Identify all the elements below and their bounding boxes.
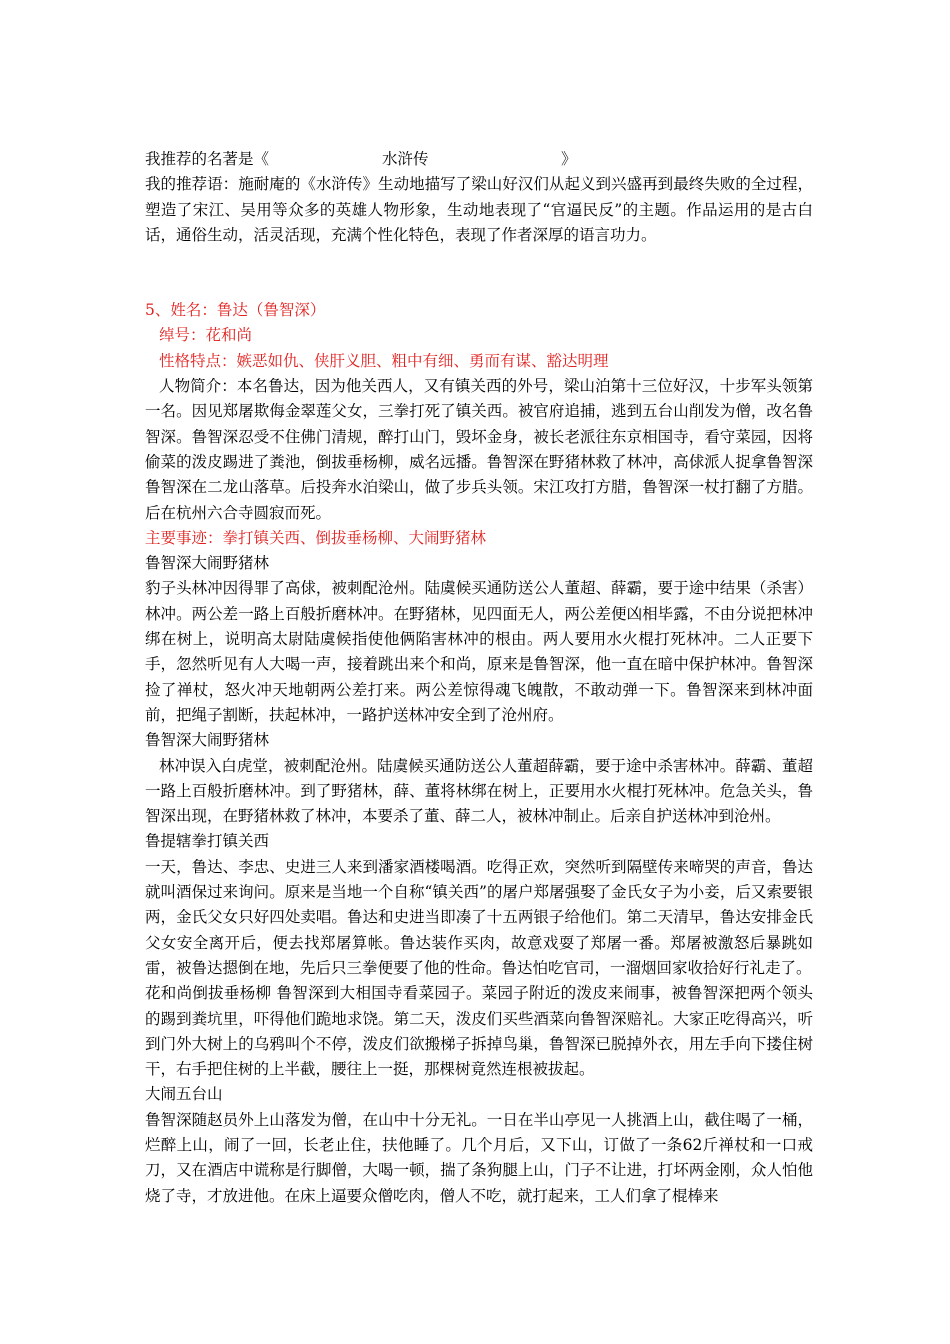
story-title: 鲁智深大闹野猪林 bbox=[145, 731, 270, 750]
profile-nickname: 绰号：花和尚 bbox=[159, 326, 253, 345]
document-page bbox=[145, 147, 813, 1209]
profile-name: 5、姓名：鲁达（鲁智深） bbox=[145, 301, 326, 320]
story-text: 林冲误入白虎堂，被刺配沧州。陆虞候买通防送公人董超薛霸，要于途中杀害林冲。薛霸、董超一路上百般折磨林冲。到了野猪林，薛、董将林绑在树上，正要用水火棍打死林冲。危急关头，鲁智深出现，在野猪林救了林冲，本要杀了董、薛二人，被林冲制止。后亲自护送林冲到沧州。 bbox=[145, 756, 813, 826]
recommend-prefix: 我推荐的名著是《 bbox=[145, 150, 270, 168]
profile-deeds: 主要事迹：拳打镇关西、倒拔垂杨柳、大闹野猪林 bbox=[145, 528, 487, 547]
story-title: 鲁提辖拳打镇关西 bbox=[145, 832, 270, 851]
recommend-reason: 我的推荐语：施耐庵的《水浒传》生动地描写了梁山好汉们从起义到兴盛再到最终失败的全过程，塑造了宋江、吴用等众多的英雄人物形象，生动地表现了“官逼民反”的主题。作品运用的是古白话，通俗生动，活灵活现，充满个性化特色，表现了作者深厚的语言功力。 bbox=[145, 175, 813, 244]
profile-bio: 人物简介：本名鲁达，因为他关西人，又有镇关西的外号，梁山泊第十三位好汉，十步军头领第一名。因见郑屠欺侮金翠莲父女，三拳打死了镇关西。被官府追捕，逃到五台山削发为僧，改名鲁智深。鲁智深忍受不住佛门清规，醉打山门，毁坏金身，被长老派往东京相国寺，看守菜园，因将偷菜的泼皮踢进了粪池，倒拔垂杨柳，威名远播。鲁智深在野猪林救了林冲，高俅派人捉拿鲁智深鲁智深在二龙山落草。后投奔水泊梁山，做了步兵头领。宋江攻打方腊，鲁智深一杖打翻了方腊。后在杭州六合寺圆寂而死。 bbox=[145, 377, 813, 522]
story-text: 鲁智深随赵员外上山落发为僧，在山中十分无礼。一日在半山亭见一人挑酒上山，截住喝了一桶，烂醉上山，闹了一回，长老止住，扶他睡了。几个月后，又下山，订做了一条62斤禅杖和一口戒刀，又在酒店中谎称是行脚僧，大喝一顿，揣了条狗腿上山，门子不让进，打坏两金刚，众人怕他烧了寺，才放进他。在床上逼要众僧吃肉，僧人不吃，就打起来，工人们拿了棍棒来 bbox=[145, 1110, 813, 1205]
story-text: 花和尚倒拔垂杨柳 鲁智深到大相国寺看菜园子。菜园子附近的泼皮来闹事，被鲁智深把两个领头的踢到粪坑里，吓得他们跪地求饶。第二天，泼皮们买些酒菜向鲁智深赔礼。大家正吃得高兴，听到门外大树上的乌鸦叫个不停，泼皮们欲搬梯子拆掉鸟巢，鲁智深已脱掉外衣，用左手向下搂住树干，右手把住树的上半截，腰往上一挺，那棵树竟然连根被拔起。 bbox=[145, 984, 813, 1079]
recommend-line bbox=[145, 147, 813, 172]
recommend-suffix: 》 bbox=[561, 150, 577, 168]
story-text: 一天，鲁达、李忠、史进三人来到潘家酒楼喝酒。吃得正欢，突然听到隔壁传来啼哭的声音，鲁达就叫酒保过来询问。原来是当地一个自称“镇关西”的屠户郑屠强娶了金氏女子为小妾，后又索要银两，金氏父女只好四处卖唱。鲁达和史进当即凑了十五两银子给他们。第二天清早，鲁达安排金氏父女安全离开后，便去找郑屠算帐。鲁达装作买肉，故意戏耍了郑屠一番。郑屠被激怒后暴跳如雷，被鲁达摁倒在地，先后只三拳便要了他的性命。鲁达怕吃官司，一溜烟回家收拾好行礼走了。 bbox=[145, 857, 813, 977]
story-title: 大闹五台山 bbox=[145, 1085, 223, 1104]
recommend-book-title: 水浒传 bbox=[382, 150, 429, 168]
story-title: 鲁智深大闹野猪林 bbox=[145, 554, 270, 573]
profile-traits: 性格特点：嫉恶如仇、侠肝义胆、粗中有细、勇而有谋、豁达明理 bbox=[159, 351, 609, 370]
story-text: 豹子头林冲因得罪了高俅，被刺配沧州。陆虞候买通防送公人董超、薛霸，要于途中结果（杀害）林冲。两公差一路上百般折磨林冲。在野猪林，见四面无人，两公差便凶相毕露，不由分说把林冲绑在树上，说明高太尉陆虞候指使他俩陷害林冲的根由。两人要用水火棍打死林冲。二人正要下手，忽然听见有人大喝一声，接着跳出来个和尚，原来是鲁智深，他一直在暗中保护林冲。鲁智深捡了禅杖，怒火冲天地朝两公差打来。两公差惊得魂飞魄散，不敢动弹一下。鲁智深来到林冲面前，把绳子割断，扶起林冲，一路护送林冲安全到了沧州府。 bbox=[145, 579, 813, 724]
